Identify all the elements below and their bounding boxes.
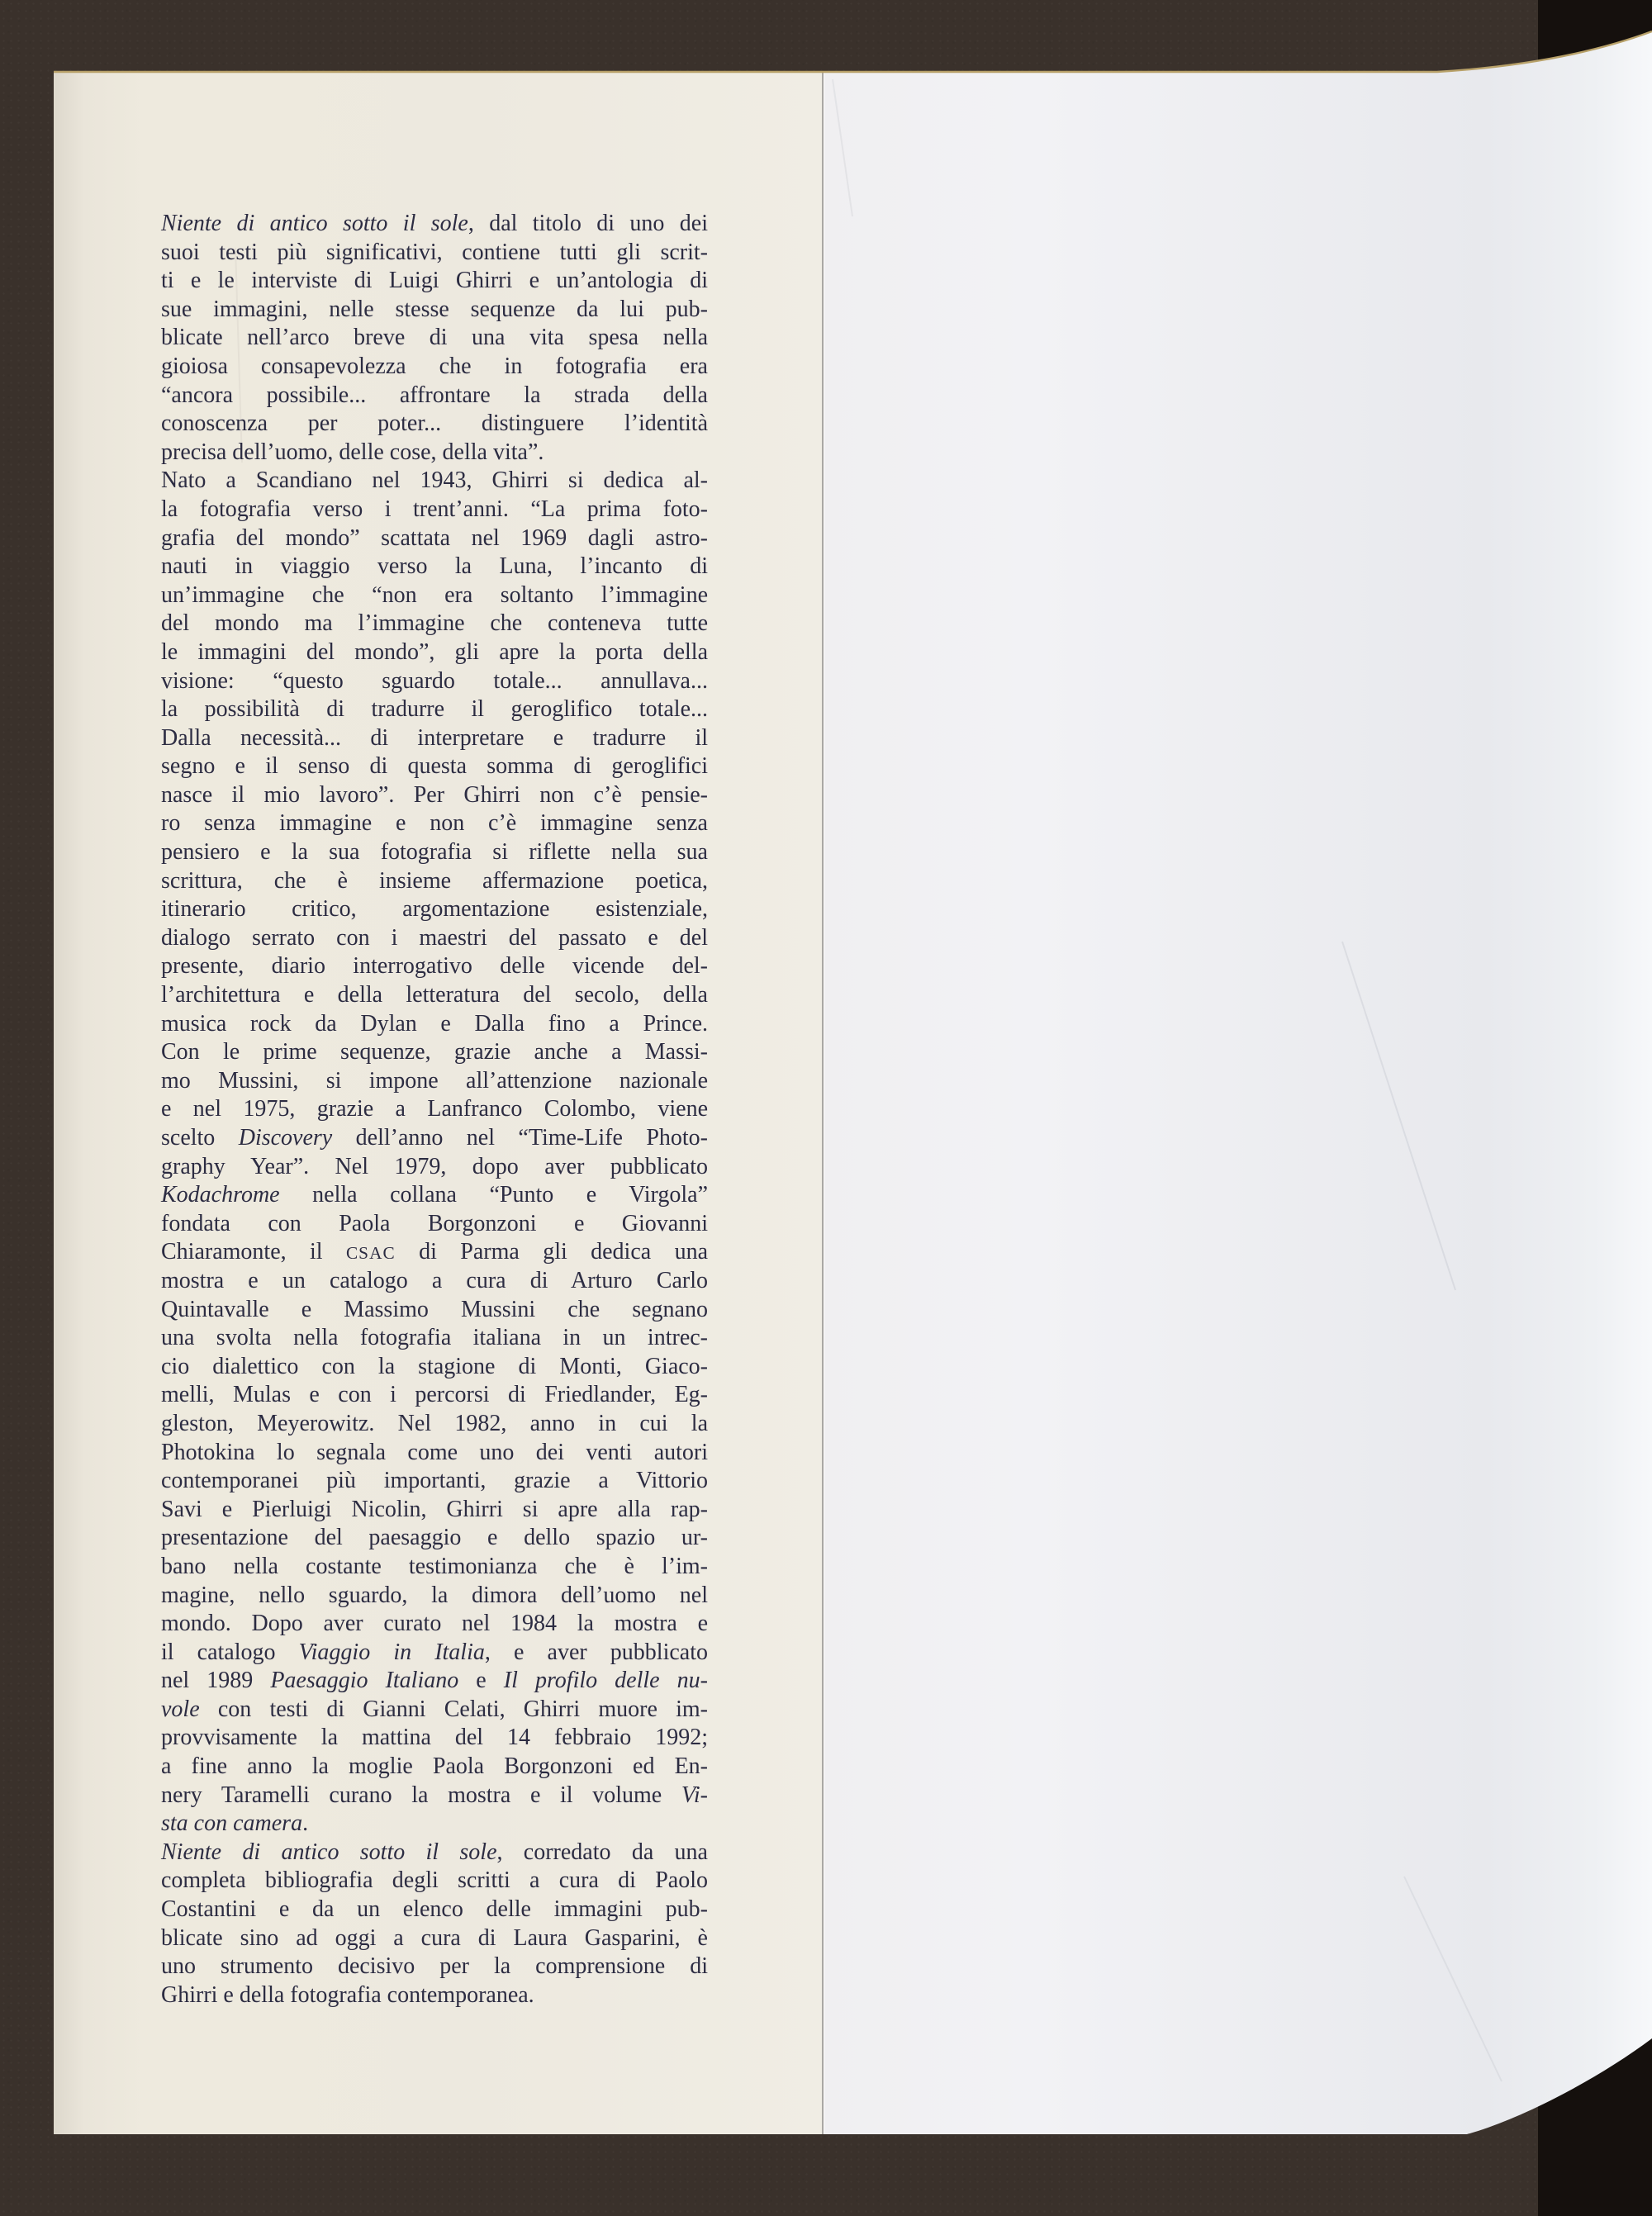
text-line [161,1410,708,1439]
text-line [161,324,708,353]
text-line [161,752,708,781]
text-segment: visione: “questo sguardo totale... annullava... [161,667,708,694]
page-top-edge [54,31,1652,72]
text-segment: graphy Year”. Nel 1979, dopo aver pubblicato [161,1153,708,1179]
text-segment: ti e le interviste di Luigi Ghirri e un’antologia di [161,268,708,294]
text-segment: Dalla necessità... di interpretare e tradurre il [161,724,708,751]
flap-text-block [161,210,708,2010]
text-line [161,1953,708,1981]
text-segment: del mondo ma l’immagine che conteneva tutte [161,610,708,637]
flap-right-panel [824,25,1652,2139]
text-segment: Costantini e da un elenco delle immagini pub- [161,1896,708,1923]
text-segment: Viaggio in Italia [298,1639,485,1665]
text-line [161,1238,708,1267]
text-line [161,1839,708,1867]
text-line [161,353,708,382]
text-segment: nel 1989 [161,1668,271,1694]
text-line [161,867,708,896]
text-line [161,239,708,268]
text-line [161,895,708,924]
text-segment: magine, nello sguardo, la dimora dell’uomo nel [161,1582,708,1608]
text-segment: fondata con Paola Borgonzoni e Giovanni [161,1210,708,1236]
text-line [161,439,708,467]
text-line [161,553,708,581]
text-segment: itinerario critico, argomentazione esistenziale, [161,896,708,923]
text-line [161,1095,708,1124]
text-line [161,1153,708,1182]
text-segment: conoscenza per poter... distinguere l’identità [161,410,708,437]
text-line [161,1467,708,1496]
text-segment: Niente di antico sotto il sole [161,211,468,236]
text-segment: un’immagine che “non era soltanto l’immagine [161,581,708,608]
text-segment: pensiero e la sua fotografia si riflette nella sua [161,839,708,866]
text-segment: melli, Mulas e con i percorsi di Friedlander, Eg- [161,1382,708,1408]
text-segment: CSAC [345,1243,396,1264]
text-segment: musica rock da Dylan e Dalla fino a Prince. [161,1010,708,1037]
text-line [161,1896,708,1924]
text-segment: nery Taramelli curano la mostra e il volume [161,1782,681,1808]
text-segment: segno e il senso di questa somma di geroglifici [161,753,708,780]
text-line [161,1010,708,1039]
text-line [161,1038,708,1067]
text-segment: con testi di Gianni Celati, Ghirri muore im- [199,1696,708,1722]
text-segment: completa bibliografia degli scritti a cura di Paolo [161,1867,708,1894]
text-line [161,838,708,867]
text-line [161,581,708,610]
text-segment: Savi e Pierluigi Nicolin, Ghirri si apre alla rap- [161,1496,708,1522]
text-segment: dialogo serrato con i maestri del passato e del [161,924,708,951]
text-segment: ro senza immagine e non c’è immagine senza [161,810,708,837]
text-line [161,1782,708,1810]
text-line [161,1610,708,1639]
text-line [161,1524,708,1553]
text-line [161,382,708,410]
text-line [161,1496,708,1525]
text-segment: . [302,1810,309,1837]
text-segment: blicate sino ad oggi a cura di Laura Gasparini, è [161,1924,708,1951]
text-line [161,1981,708,2010]
text-line [161,695,708,724]
text-line [161,1381,708,1410]
text-segment: mo Mussini, si impone all’attenzione nazionale [161,1067,708,1094]
text-segment: Quintavalle e Massimo Mussini che segnano [161,1296,708,1322]
text-line [161,1553,708,1582]
text-segment: Kodachrome [161,1182,280,1208]
text-line [161,1296,708,1325]
text-line [161,1924,708,1953]
text-segment: grafia del mondo” scattata nel 1969 dagli astro- [161,524,708,551]
text-line [161,524,708,553]
text-line [161,952,708,981]
text-segment: Discovery [238,1125,333,1151]
text-segment: scrittura, che è insieme affermazione poetica, [161,867,708,894]
text-segment: nauti in viaggio verso la Luna, l’incanto di [161,553,708,580]
text-line [161,1724,708,1753]
text-line [161,1324,708,1353]
text-segment: gleston, Meyerowitz. Nel 1982, anno in cui la [161,1410,708,1436]
text-line [161,1810,708,1839]
text-line [161,1753,708,1782]
text-line [161,467,708,496]
text-segment: vole [161,1696,200,1722]
text-line [161,296,708,325]
text-line [161,1124,708,1153]
text-segment: e nel 1975, grazie a Lanfranco Colombo, viene [161,1096,708,1122]
text-line [161,981,708,1010]
text-segment: uno strumento decisivo per la comprensione di [161,1953,708,1980]
text-segment: , e aver pubblicato [484,1639,708,1665]
text-segment: Vi- [681,1782,708,1808]
text-line [161,1696,708,1725]
text-line [161,1181,708,1210]
text-segment: nella collana “Punto e Virgola” [279,1182,708,1208]
text-line [161,1353,708,1382]
text-segment: l’architettura e della letteratura del secolo, della [161,982,708,1008]
text-segment: la possibilità di tradurre il geroglifico totale... [161,696,708,723]
text-segment: a fine anno la moglie Paola Borgonzoni ed En- [161,1753,708,1780]
text-line [161,1067,708,1096]
text-segment: la fotografia verso i trent’anni. “La prima foto- [161,496,708,522]
text-segment: presentazione del paesaggio e dello spazio ur- [161,1525,708,1551]
text-segment: mondo. Dopo aver curato nel 1984 la mostra e [161,1611,708,1637]
text-line [161,638,708,667]
text-segment: contemporanei più importanti, grazie a Vittorio [161,1468,708,1494]
text-line [161,781,708,810]
text-line [161,1439,708,1468]
text-line [161,1582,708,1611]
text-segment: provvisamente la mattina del 14 febbraio 1992; [161,1725,708,1751]
text-segment: suoi testi più significativi, contiene tutti gli scrit- [161,239,708,265]
text-segment: presente, diario interrogativo delle vicende del- [161,953,708,980]
text-segment: blicate nell’arco breve di una vita spesa nella [161,325,708,351]
text-line [161,267,708,296]
text-segment: sta con camera [161,1810,303,1837]
text-line [161,1639,708,1668]
text-segment: dell’anno nel “Time-Life Photo- [332,1125,709,1151]
text-segment: il catalogo [161,1639,299,1665]
text-segment: Ghirri e della fotografia contemporanea. [161,1981,534,2008]
text-segment: Con le prime sequenze, grazie anche a Massi- [161,1039,708,1065]
text-segment: sue immagini, nelle stesse sequenze da lui pub- [161,296,708,322]
text-segment: Niente di antico sotto il sole [161,1839,497,1865]
text-segment: cio dialettico con la stagione di Monti, Giaco- [161,1353,708,1379]
text-line [161,809,708,838]
text-segment: una svolta nella fotografia italiana in un intrec- [161,1325,708,1351]
text-segment: Nato a Scandiano nel 1943, Ghirri si dedica al- [161,467,708,494]
text-line [161,1267,708,1296]
text-segment: Chiaramonte, il [161,1239,346,1265]
text-line [161,210,708,239]
text-line [161,410,708,439]
text-line [161,724,708,753]
text-segment: di Parma gli dedica una [395,1239,708,1265]
text-line [161,924,708,953]
text-segment: precisa dell’uomo, delle cose, della vita”. [161,439,544,465]
text-line [161,667,708,696]
text-line [161,496,708,524]
text-segment: mostra e un catalogo a cura di Arturo Carlo [161,1267,708,1293]
text-line [161,1867,708,1896]
text-segment: “ancora possibile... affrontare la strada della [161,382,708,408]
text-segment: gioiosa consapevolezza che in fotografia era [161,353,708,379]
text-segment: nasce il mio lavoro”. Per Ghirri non c’è pensie- [161,781,708,808]
text-segment: e [458,1668,504,1694]
text-segment: scelto [161,1125,239,1151]
text-segment: bano nella costante testimonianza che è l’im- [161,1553,708,1579]
text-segment: , corredato da una [496,1839,708,1865]
text-segment: , dal titolo di uno dei [468,211,708,236]
text-line [161,1210,708,1239]
text-line [161,610,708,638]
text-segment: Paesaggio Italiano [270,1668,459,1694]
text-line [161,1667,708,1696]
text-segment: Photokina lo segnala come uno dei venti autori [161,1439,708,1465]
text-segment: le immagini del mondo”, gli apre la porta della [161,638,708,665]
text-segment: Il profilo delle nu- [503,1668,708,1694]
